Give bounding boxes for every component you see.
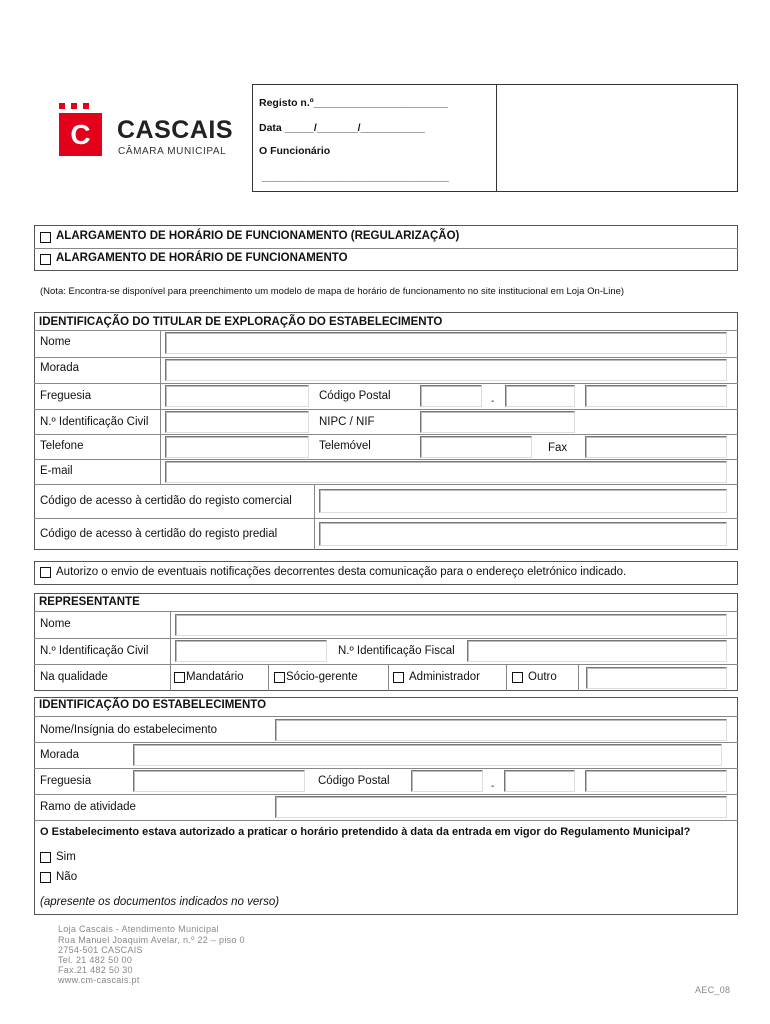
titular-freguesia-input[interactable]: [165, 385, 309, 407]
checkbox-autorizo[interactable]: [40, 567, 51, 578]
option-alargamento-label: ALARGAMENTO DE HORÁRIO DE FUNCIONAMENTO: [56, 252, 348, 264]
estabelecimento-cp1-input[interactable]: [411, 770, 483, 792]
titular-freguesia-label: Freguesia: [40, 390, 92, 402]
option-regularizacao-label: ALARGAMENTO DE HORÁRIO DE FUNCIONAMENTO (REGULARIZAÇÃO): [56, 230, 460, 242]
representante-nome-label: Nome: [40, 618, 71, 630]
representante-nome-input[interactable]: [175, 614, 727, 636]
socio-gerente-label: Sócio-gerente: [286, 671, 358, 683]
titular-nipc-input[interactable]: [420, 411, 575, 433]
checkbox-sim[interactable]: [40, 852, 51, 863]
representante-id-civil-label: N.º Identificação Civil: [40, 645, 149, 657]
estabelecimento-pergunta: O Estabelecimento estava autorizado a praticar o horário pretendido à data da entrada em vigor do Regulamento Municipal?: [40, 826, 691, 838]
cp-dash: -: [491, 781, 495, 792]
footer-line-2: Rua Manuel Joaquim Avelar, n.º 22 – piso 0: [58, 935, 245, 945]
titular-localidade-input[interactable]: [585, 385, 727, 407]
titular-cp1-input[interactable]: [420, 385, 482, 407]
estabelecimento-freguesia-label: Freguesia: [40, 775, 92, 787]
titular-cert-comercial-input[interactable]: [319, 489, 727, 513]
titular-fax-input[interactable]: [585, 436, 727, 458]
titular-cert-predial-label: Código de acesso à certidão do registo predial: [40, 528, 278, 540]
estabelecimento-codigo-postal-label: Código Postal: [318, 775, 390, 787]
titular-telefone-input[interactable]: [165, 436, 309, 458]
logo-subtitle: CÂMARA MUNICIPAL: [118, 146, 227, 157]
nao-label: Não: [56, 871, 78, 883]
checkbox-administrador[interactable]: [393, 672, 404, 683]
representante-id-civil-input[interactable]: [175, 640, 327, 662]
mandatario-label: Mandatário: [186, 671, 244, 683]
registo-assinatura-linha: ________________________________: [262, 171, 449, 183]
titular-telemovel-label: Telemóvel: [319, 440, 371, 452]
estabelecimento-nome-label: Nome/Insígnia do estabelecimento: [40, 724, 218, 736]
titular-fax-label: Fax: [548, 442, 568, 454]
estabelecimento-localidade-input[interactable]: [585, 770, 727, 792]
footer-line-6: www.cm-cascais.pt: [58, 975, 140, 985]
footer-line-3: 2754-501 CASCAIS: [58, 945, 143, 955]
representante-outro-input[interactable]: [586, 667, 727, 689]
logo-name: CASCAIS: [117, 116, 234, 144]
registo-numero: Registo n.º_______________________: [259, 97, 448, 109]
titular-nome-input[interactable]: [165, 332, 727, 354]
nota-mapa-horario: (Nota: Encontra-se disponível para preenchimento um modelo de mapa de horário de funcionamento no site institucional em Loja On-Line): [40, 286, 625, 297]
titular-codigo-postal-label: Código Postal: [319, 390, 391, 402]
checkbox-regularizacao[interactable]: [40, 232, 51, 243]
footer-line-4: Tel. 21 482 50 00: [58, 955, 133, 965]
logo-dots: [59, 96, 103, 102]
estabelecimento-title: IDENTIFICAÇÃO DO ESTABELECIMENTO: [39, 699, 267, 711]
checkbox-nao[interactable]: [40, 872, 51, 883]
row-divider: [34, 248, 738, 249]
titular-id-civil-label: N.º Identificação Civil: [40, 416, 149, 428]
estabelecimento-morada-label: Morada: [40, 749, 79, 761]
titular-id-civil-input[interactable]: [165, 411, 309, 433]
checkbox-alargamento[interactable]: [40, 254, 51, 265]
autorizo-label: Autorizo o envio de eventuais notificações decorrentes desta comunicação para o endereço eletrónico indicado.: [56, 566, 627, 578]
checkbox-mandatario[interactable]: [174, 672, 185, 683]
footer-line-1: Loja Cascais - Atendimento Municipal: [58, 924, 219, 934]
titular-telemovel-input[interactable]: [420, 436, 532, 458]
estabelecimento-ramo-label: Ramo de atividade: [40, 801, 136, 813]
cp-dash: -: [491, 396, 495, 407]
titular-cert-predial-input[interactable]: [319, 522, 727, 546]
titular-nipc-label: NIPC / NIF: [319, 416, 375, 428]
representante-qualidade-label: Na qualidade: [40, 671, 108, 683]
representante-id-fiscal-label: N.º Identificação Fiscal: [338, 645, 455, 657]
titular-nome-label: Nome: [40, 336, 71, 348]
estabelecimento-morada-input[interactable]: [133, 744, 722, 766]
sim-label: Sim: [56, 851, 76, 863]
titular-email-label: E-mail: [40, 465, 73, 477]
titular-title: IDENTIFICAÇÃO DO TITULAR DE EXPLORAÇÃO DO ESTABELECIMENTO: [39, 316, 443, 328]
form-code: AEC_08: [695, 985, 731, 995]
titular-email-input[interactable]: [165, 461, 727, 483]
titular-telefone-label: Telefone: [40, 440, 84, 452]
estabelecimento-ramo-input[interactable]: [275, 796, 727, 818]
outro-label: Outro: [528, 671, 557, 683]
registo-funcionario: O Funcionário: [259, 145, 331, 157]
checkbox-outro[interactable]: [512, 672, 523, 683]
administrador-label: Administrador: [409, 671, 480, 683]
estabelecimento-cp2-input[interactable]: [504, 770, 575, 792]
estabelecimento-nota-verso: (apresente os documentos indicados no verso): [40, 896, 280, 908]
registo-data: Data _____/_______/___________: [259, 122, 425, 134]
titular-morada-label: Morada: [40, 362, 79, 374]
representante-id-fiscal-input[interactable]: [467, 640, 727, 662]
representante-title: REPRESENTANTE: [39, 596, 140, 608]
estabelecimento-nome-input[interactable]: [275, 719, 727, 741]
registo-divider: [496, 84, 497, 192]
logo-icon: C: [59, 113, 102, 156]
checkbox-socio-gerente[interactable]: [274, 672, 285, 683]
titular-morada-input[interactable]: [165, 359, 727, 381]
estabelecimento-freguesia-input[interactable]: [133, 770, 305, 792]
footer-line-5: Fax.21 482 50 30: [58, 965, 133, 975]
titular-cp2-input[interactable]: [505, 385, 575, 407]
titular-cert-comercial-label: Código de acesso à certidão do registo comercial: [40, 495, 292, 507]
